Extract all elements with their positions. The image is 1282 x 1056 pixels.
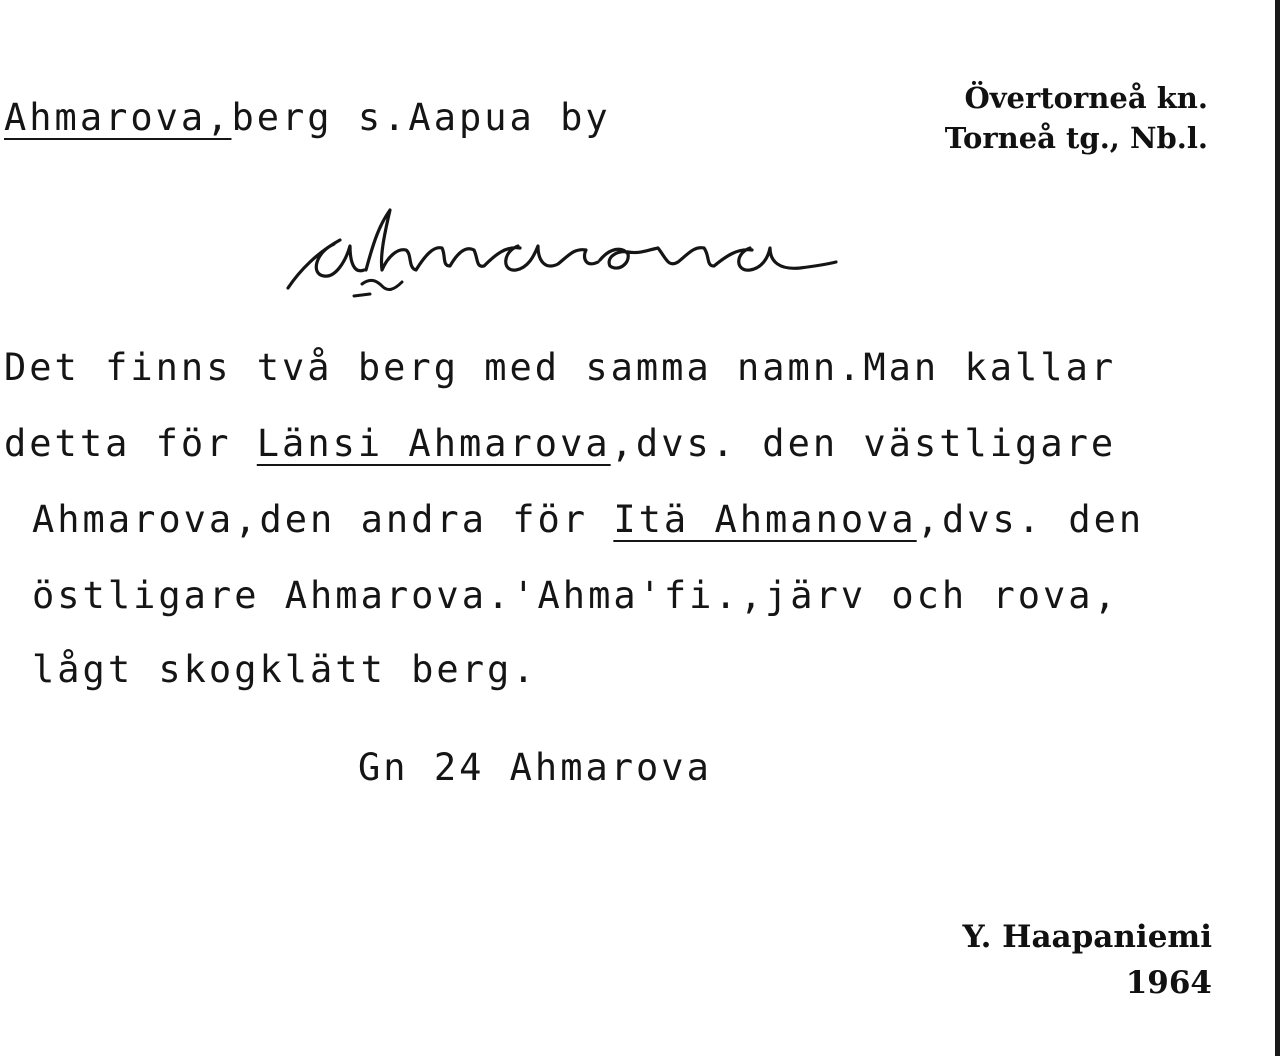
body-line-3 — [32, 498, 1144, 541]
body-line-5: lågt skogklätt berg. — [32, 648, 538, 691]
handwritten-pronunciation — [270, 200, 850, 310]
map-reference: Gn 24 Ahmarova — [358, 746, 712, 789]
body-line-3-start: Ahmarova,den andra för — [32, 498, 614, 541]
collector-name: Y. Haapaniemi — [962, 919, 1212, 955]
body-line-2-start: detta för — [4, 422, 257, 465]
collection-year: 1964 — [1125, 965, 1212, 1001]
signature-block — [962, 914, 1212, 1006]
body-line-4: östligare Ahmarova.'Ahma'fi.,järv och rova, — [32, 574, 1119, 617]
body-line-3-end: ,dvs. den — [916, 498, 1145, 541]
region-municipality: Övertorneå kn. — [964, 81, 1208, 115]
entry-description: berg s.Aapua by — [231, 96, 611, 139]
body-line-2 — [4, 422, 1116, 465]
card-edge — [1275, 0, 1280, 1056]
entry-heading — [4, 96, 611, 139]
entry-name: Ahmarova, — [4, 96, 232, 139]
region-district: Torneå tg., Nb.l. — [944, 121, 1208, 155]
body-line-2-end: ,dvs. den västligare — [610, 422, 1117, 465]
region-block — [945, 78, 1208, 158]
name-east: Itä Ahmanova — [613, 498, 917, 541]
body-line-1: Det finns två berg med samma namn.Man kallar — [4, 346, 1117, 389]
name-west: Länsi Ahmarova — [256, 422, 611, 465]
